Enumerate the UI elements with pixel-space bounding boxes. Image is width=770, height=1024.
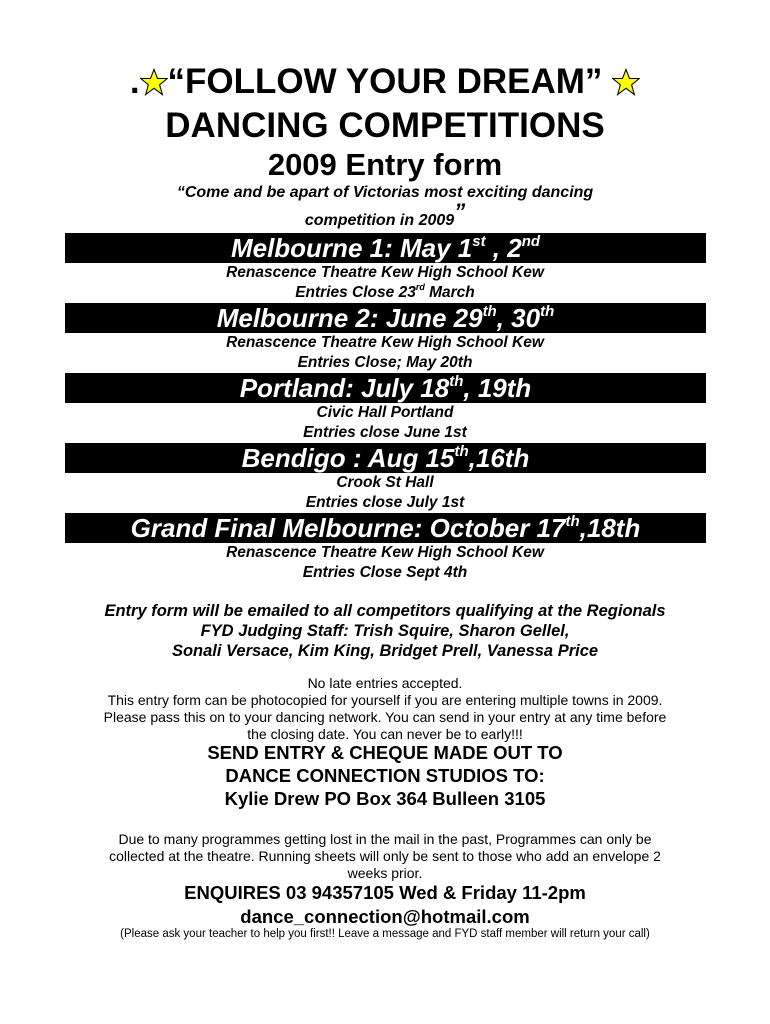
tagline-line-2 [0, 199, 770, 231]
send-line: DANCE CONNECTION STUDIOS TO: [225, 765, 545, 786]
event-sup: st [472, 233, 486, 250]
event-sup: th [454, 443, 469, 460]
event-title: Melbourne 1: May 1 [230, 233, 473, 263]
star-icon [140, 68, 168, 96]
programmes-block [0, 831, 770, 882]
event-venue: Renascence Theatre Kew High School Kew [226, 264, 544, 281]
event-title: ,16th [468, 443, 530, 473]
event-sup: nd [521, 233, 541, 250]
star-icon [612, 68, 640, 96]
event-title: , 19th [463, 373, 532, 403]
contact-note: (Please ask your teacher to help you first!! Leave a message and FYD staff member will return your call) [120, 928, 650, 940]
event-venue: Renascence Theatre Kew High School Kew [226, 544, 544, 561]
tagline-close-quote: ” [454, 199, 466, 224]
notice-line: Entry form will be emailed to all competitors qualifying at the Regionals [104, 602, 666, 620]
close-text: March [424, 284, 475, 301]
info-block [0, 675, 770, 743]
lead-dot: . [129, 62, 140, 101]
event-title: ,18th [579, 513, 641, 543]
event-sup: th [565, 513, 580, 530]
event-venue: Renascence Theatre Kew High School Kew [226, 334, 544, 351]
event-sup: th [449, 373, 464, 390]
title-dancing-competitions: DANCING COMPETITIONS [165, 106, 605, 145]
event-close-date: Entries Close Sept 4th [302, 564, 468, 581]
info-line: the closing date. You can never be to early!!! [247, 726, 523, 742]
programmes-line: collected at the theatre. Running sheets will only be sent to those who add an envelope 2 [109, 848, 661, 864]
event-close-date [0, 283, 770, 303]
notice-line: FYD Judging Staff: Trish Squire, Sharon Gellel, [200, 622, 570, 640]
event-banner-melbourne-2 [65, 303, 706, 333]
event-title: Melbourne 2: June 29 [216, 303, 483, 333]
event-close-date: Entries close July 1st [305, 494, 465, 511]
tagline-text: competition in 2009 [304, 212, 455, 229]
contact-phone: ENQUIRES 03 94357105 Wed & Friday 11-2pm [184, 882, 586, 903]
send-line: SEND ENTRY & CHEQUE MADE OUT TO [207, 742, 563, 763]
event-sup: th [482, 303, 497, 320]
event-banner-bendigo [65, 443, 706, 473]
close-text: Entries Close 23 [295, 284, 416, 301]
info-line: No late entries accepted. [307, 675, 463, 691]
event-title: Grand Final Melbourne: October 17 [130, 513, 566, 543]
programmes-line: weeks prior. [347, 865, 423, 881]
programmes-line: Due to many programmes getting lost in the mail in the past, Programmes can only be [118, 831, 652, 847]
contact-email[interactable]: dance_connection@hotmail.com [240, 906, 530, 927]
info-line: Please pass this on to your dancing network. You can send in your entry at any time before [103, 709, 667, 725]
title-entry-form: 2009 Entry form [267, 147, 503, 182]
close-sup: rd [415, 282, 425, 292]
event-close-date: Entries Close; May 20th [297, 354, 473, 371]
info-line: This entry form can be photocopied for yourself if you are entering multiple towns in 2009. [107, 692, 663, 708]
event-venue: Crook St Hall [336, 474, 434, 491]
event-title: , 2 [485, 233, 522, 263]
event-banner-melbourne-1 [65, 233, 706, 263]
tagline-line-1: “Come and be apart of Victorias most exciting dancing [176, 184, 594, 201]
tagline [0, 182, 770, 231]
notice-block [0, 601, 770, 661]
main-title [0, 60, 770, 104]
notice-line: Sonali Versace, Kim King, Bridget Prell, Vanessa Price [171, 642, 599, 660]
event-title: Portland: July 18 [239, 373, 450, 403]
event-title: Bendigo : Aug 15 [241, 443, 455, 473]
event-banner-grand-final [65, 513, 706, 543]
event-close-date: Entries close June 1st [303, 424, 467, 441]
contact-block [0, 881, 770, 929]
event-banner-portland [65, 373, 706, 403]
title-follow-your-dream: “FOLLOW YOUR DREAM” [167, 62, 603, 101]
event-sup: th [540, 303, 555, 320]
event-title: , 30 [496, 303, 541, 333]
event-venue: Civic Hall Portland [316, 404, 454, 421]
send-line: Kylie Drew PO Box 364 Bulleen 3105 [224, 788, 546, 809]
send-entry-block [0, 741, 770, 810]
